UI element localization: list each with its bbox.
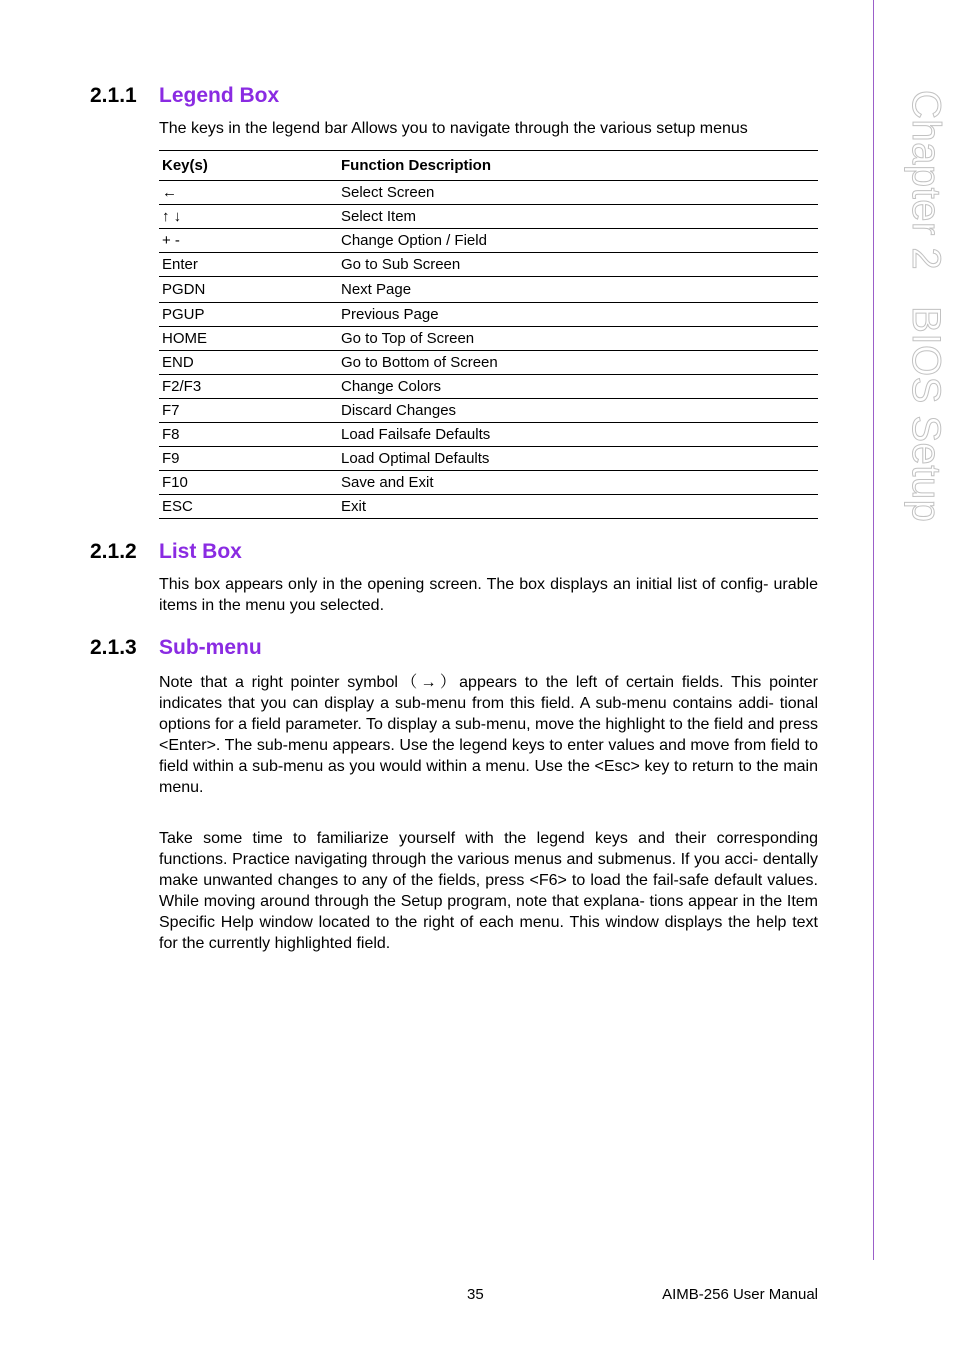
function-cell: Change Colors — [338, 375, 818, 399]
table-row — [159, 205, 818, 229]
table-row — [159, 399, 818, 423]
section-number: 2.1.1 — [90, 84, 137, 107]
header-keys: Key(s) — [159, 151, 338, 181]
function-cell: Load Optimal Defaults — [338, 447, 818, 471]
key-cell: F9 — [159, 447, 338, 471]
function-cell: Go to Sub Screen — [338, 253, 818, 277]
key-cell: PGUP — [159, 303, 338, 327]
list-box-paragraph: This box appears only in the opening screen. The box displays an initial list of config- urable items in the menu you selected. — [159, 576, 818, 614]
function-cell: Select Screen — [338, 181, 818, 205]
function-cell: Exit — [338, 495, 818, 519]
function-cell: Select Item — [338, 205, 818, 229]
table-row — [159, 277, 818, 303]
table-row — [159, 471, 818, 495]
section-title: List Box — [159, 540, 242, 563]
section-title: Sub-menu — [159, 636, 262, 659]
table-row — [159, 303, 818, 327]
heading-legend-box — [90, 84, 279, 108]
section-title: Legend Box — [159, 84, 280, 107]
chapter-label: Chapter 2 — [904, 90, 948, 271]
header-function: Function Description — [338, 151, 818, 181]
key-cell: F2/F3 — [159, 375, 338, 399]
legend-intro: The keys in the legend bar Allows you to navigate through the various setup menus — [159, 120, 748, 137]
heading-list-box — [90, 540, 242, 564]
function-cell: Go to Bottom of Screen — [338, 351, 818, 375]
manual-title: AIMB-256 User Manual — [662, 1286, 818, 1303]
table-row — [159, 229, 818, 253]
function-cell: Next Page — [338, 277, 818, 303]
key-cell: Enter — [159, 253, 338, 277]
function-cell: Load Failsafe Defaults — [338, 423, 818, 447]
section-number: 2.1.2 — [90, 540, 137, 563]
table-row — [159, 181, 818, 205]
key-cell: PGDN — [159, 277, 338, 303]
function-cell: Discard Changes — [338, 399, 818, 423]
function-cell: Previous Page — [338, 303, 818, 327]
table-row — [159, 351, 818, 375]
submenu-paragraph-1: Note that a right pointer symbol（→）appears to the left of certain fields. This pointer indicates that you can display a sub-menu from this field. A sub-menu contains addi- tional options for a field parameter. To display a sub-menu, move the highlight to the field and press <Enter>. The sub-menu appears. Use the legend keys to enter values and move from field to field within a sub-menu as you would within a menu. Use the <Esc> key to return to the main menu. — [159, 674, 818, 796]
key-cell: F8 — [159, 423, 338, 447]
chapter-side-title — [868, 90, 948, 523]
table-row — [159, 495, 818, 519]
table-row — [159, 447, 818, 471]
key-cell: END — [159, 351, 338, 375]
section-number: 2.1.3 — [90, 636, 137, 659]
key-cell: F10 — [159, 471, 338, 495]
function-cell: Go to Top of Screen — [338, 327, 818, 351]
legend-keys-table — [159, 150, 818, 519]
key-cell: ESC — [159, 495, 338, 519]
function-cell: Save and Exit — [338, 471, 818, 495]
table-header-row — [159, 151, 818, 181]
key-cell: ← — [159, 181, 338, 205]
table-row — [159, 327, 818, 351]
page-number: 35 — [467, 1286, 484, 1303]
table-row — [159, 375, 818, 399]
table-row — [159, 253, 818, 277]
key-cell: HOME — [159, 327, 338, 351]
function-cell: Change Option / Field — [338, 229, 818, 253]
table-row — [159, 423, 818, 447]
heading-sub-menu — [90, 636, 262, 660]
chapter-topic: BIOS Setup — [904, 306, 948, 523]
key-cell: ↑ ↓ — [159, 205, 338, 229]
key-cell: + - — [159, 229, 338, 253]
submenu-paragraph-2: Take some time to familiarize yourself with the legend keys and their corresponding functions. Practice navigating through the various menus and submenus. If you acci- dentally make unwanted changes to any of the fields, press <F6> to load the fail-safe default values. While moving around through the Setup program, note that explana- tions appear in the Item Specific Help window located to the right of each menu. This window displays the help text for the currently highlighted field. — [159, 830, 818, 952]
key-cell: F7 — [159, 399, 338, 423]
